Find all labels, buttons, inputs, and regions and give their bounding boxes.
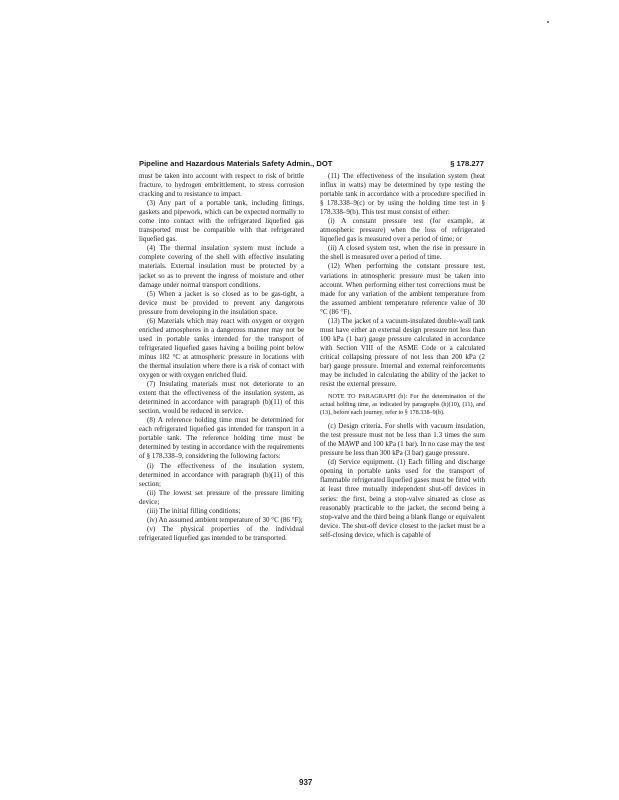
left-text-column [139,172,304,776]
right-text-column [320,172,485,776]
paragraph: (11) The effectiveness of the insulation system (heat influx in watts) may be determined by type testing the portable tank in accordance with a procedure specified in § 178.338–9(c) or by using the holding time test in § 178.338–9(b). This test must consist of either: [320,172,485,217]
page-number: 937 [299,778,313,787]
paragraph: (ii) A closed system test, when the rise in pressure in the shell is measured over a period of time. [320,244,485,262]
paragraph: (3) Any part of a portable tank, including fittings, gaskets and pipework, which can be expected normally to come into contact with the refrigerated liquefied gas transported must be compatible with that refrigerated liquefied gas. [139,199,304,244]
paragraph: (6) Materials which may react with oxygen or oxygen enriched atmospheres in a dangerous manner may not be used in portable tanks intended for the transport of refrigerated liquefied gases having a boiling point below minus 182 °C at atmospheric pressure in locations with the thermal insulation where there is a risk of contact with oxygen or with oxygen enriched fluid. [139,316,304,380]
paragraph: (8) A reference holding time must be determined for each refrigerated liquefied gas intended for transport in a portable tank. The reference holding time must be determined by testing in accordance with the requirements of § 178.338–9, considering the following factors: [139,416,304,461]
paragraph: (13) The jacket of a vacuum-insulated double-wall tank must have either an external design pressure not less than 100 kPa (1 bar) gauge pressure calculated in accordance with Section VIII of the ASME Code or a calculated critical collapsing pressure of not less than 200 kPa (2 bar) gauge pressure. Internal and external reinforcements may be included in calculating the ability of the jacket to resist the external pressure. [320,316,485,389]
paragraph: (7) Insulating materials must not deteriorate to an extent that the effectiveness of the insulation system, as determined in accordance with paragraph (b)(11) of this section, would be reduced in service. [139,380,304,416]
scan-speck [547,21,549,23]
paragraph: must be taken into account with respect to risk of brittle fracture, to hydrogen embrittlement, to stress corrosion cracking and to resistance to impact. [139,172,304,199]
paragraph: (i) A constant pressure test (for example, at atmospheric pressure) when the loss of refrigerated liquefied gas is measured over a period of time; or [320,217,485,244]
paragraph: (ii) The lowest set pressure of the pressure limiting device; [139,488,304,506]
paragraph: (4) The thermal insulation system must include a complete covering of the shell with effective insulating materials. External insulation must be protected by a jacket so as to prevent the ingress of moisture and other damage under normal transport conditions. [139,244,304,289]
paragraph: (v) The physical properties of the individual refrigerated liquefied gas intended to be transported. [139,524,304,542]
header-section: § 178.277 [450,159,484,168]
note-paragraph: NOTE TO PARAGRAPH (b): For the determination of the actual holding time, as indicated by paragraphs (h)(10), (11), and (13), before each journey, refer to § 178.338–9(b). [320,393,485,417]
paragraph: (12) When performing the constant pressure test, variations in atmospheric pressure must be taken into account. When performing either test corrections must be made for any variation of the ambient temperature from the assumed ambient temperature reference value of 30 °C (86 °F). [320,262,485,316]
paragraph: (5) When a jacket is so closed as to be gas-tight, a device must be provided to prevent any dangerous pressure from developing in the insulation space. [139,289,304,316]
header-title: Pipeline and Hazardous Materials Safety Admin., DOT [139,159,333,168]
paragraph: (i) The effectiveness of the insulation system, determined in accordance with paragraph (b)(11) of this section; [139,461,304,488]
paragraph: (c) Design criteria. For shells with vacuum insulation, the test pressure must not be less than 1.3 times the sum of the MAWP and 100 kPa (1 bar). In no case may the test pressure be less than 300 kPa (3 bar) gauge pressure. [320,422,485,458]
paragraph: (iii) The initial filling conditions; [147,506,241,515]
paragraph: (d) Service equipment. (1) Each filling and discharge opening in portable tanks used for the transport of flammable refrigerated liquefied gases must be fitted with at least three mutually independent shut-off devices in series: the first, being a stop-valve situated as close as reasonably practicable to the jacket, the second being a stop-valve and the third being a blank flange or equivalent device. The shut-off device closest to the jacket must be a self-closing device, which is capable of [320,458,485,539]
running-header [139,159,484,168]
paragraph: (iv) An assumed ambient temperature of 30 °C (86 °F); [147,515,303,524]
